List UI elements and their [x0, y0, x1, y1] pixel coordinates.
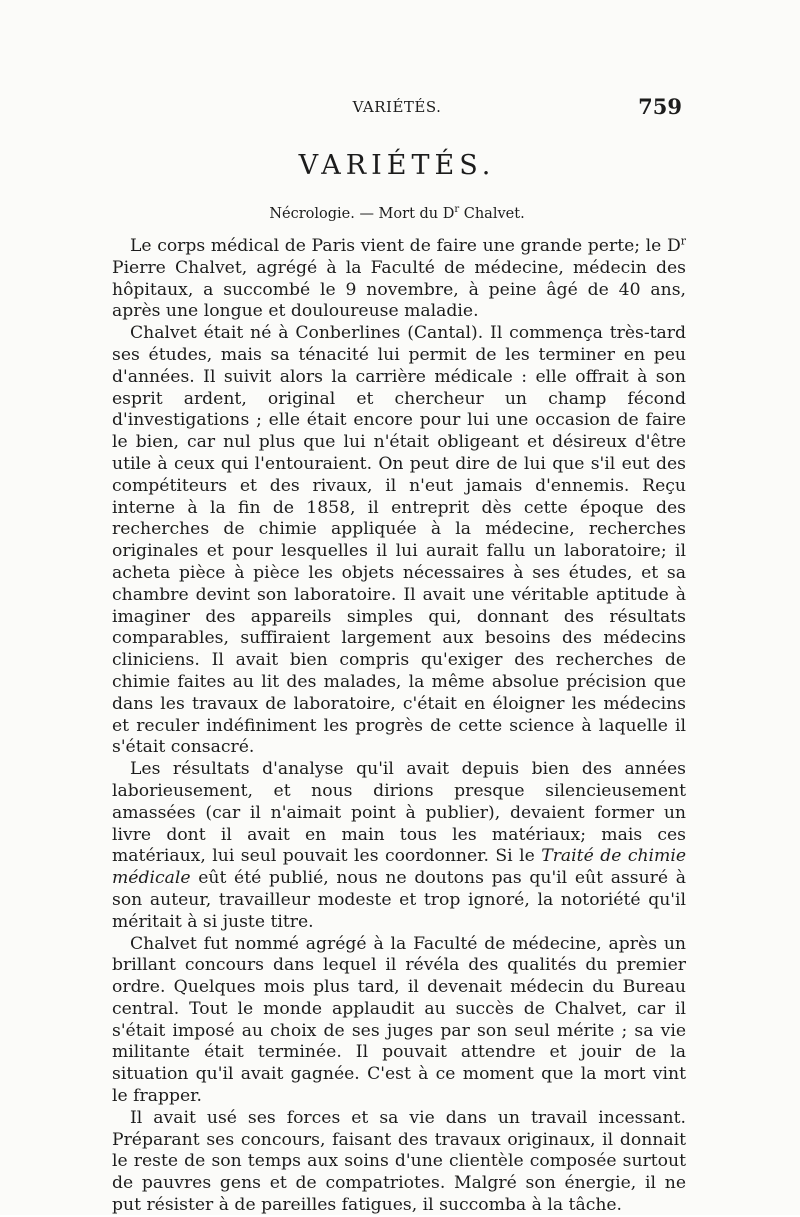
subtitle-superscript: r [454, 204, 460, 215]
paragraph-1 [112, 236, 686, 323]
paragraph-2: Chalvet était né à Conberlines (Cantal). Il commença très-tard ses études, mais sa ténacité lui permit de les terminer en peu d'années. Il suivit alors la carrière médicale : elle offrait à son esprit ardent, original et chercheur un champ fécond d'investigations ; elle était encore pour lui une occasion de faire le bien, car nul plus que lui n'était obligeant et désireux d'être utile à ceux qui l'entouraient. On peut dire de lui que s'il eut des compétiteurs et des rivaux, il n'eut jamais d'ennemis. Reçu interne à la fin de 1858, il entreprit dès cette époque des recherches de chimie appliquée à la médecine, recherches originales et pour lesquelles il lui aurait fallu un laboratoire; il acheta pièce à pièce les objets nécessaires à ses études, et sa chambre devint son laboratoire. Il avait une véritable aptitude à imaginer des appareils simples qui, donnant des résultats comparables, suffiraient largement aux besoins des médecins cliniciens. Il avait bien compris qu'exiger des recherches de chimie faites au lit des malades, la même absolue précision que dans les travaux de laboratoire, c'était en éloigner les médecins et reculer indéfiniment les progrès de cette science à laquelle il s'était consacré. [112, 323, 686, 758]
article-subtitle [112, 204, 682, 222]
page-number: 759 [638, 94, 682, 119]
paragraph-5: Il avait usé ses forces et sa vie dans un travail incessant. Préparant ses concours, faisant des travaux originaux, il donnait le reste de son temps aux soins d'une clientèle composée surtout de pauvres gens et de compatriotes. Malgré son énergie, il ne put résister à de pareilles fatigues, il succomba à la tâche. [112, 1107, 686, 1216]
running-header [112, 94, 682, 124]
article-body [112, 236, 686, 1217]
paragraph-4: Chalvet fut nommé agrégé à la Faculté de médecine, après un brillant concours dans lequel il révéla des qualités du premier ordre. Quelques mois plus tard, il devenait médecin du Bureau central. Tout le monde applaudit au succès de Chalvet, car il s'était imposé au choix de ses juges par son seul mérite ; sa vie militante était terminée. Il pouvait attendre et jouir de la situation qu'il avait gagnée. C'est à ce moment que la mort vint le frapper. [112, 933, 686, 1107]
paragraph-3-part-1: Les résultats d'analyse qu'il avait depuis bien des années laborieusement, et nous dirions presque silencieusement amassées (car il n'aimait point à publier), devaient former un livre dont il avait en main tous les matériaux; mais ces matériaux, lui seul pouvait les coordonner. Si le [112, 759, 686, 867]
paragraph-1-part-2: Pierre Chalvet, agrégé à la Faculté de médecine, médecin des hôpitaux, a succombé le 9 novembre, à peine âgé de 40 ans, après une longue et douloureuse maladie. [112, 257, 686, 322]
subtitle-prefix: Nécrologie. — Mort du D [269, 205, 455, 222]
paragraph-1-part-1: Le corps médical de Paris vient de faire une grande perte; le D [130, 236, 681, 256]
paragraph-3 [112, 759, 686, 933]
section-title: VARIÉTÉS. [298, 150, 496, 181]
running-title: VARIÉTÉS. [352, 98, 442, 116]
subtitle-suffix: Chalvet. [459, 205, 525, 222]
paragraph-1-superscript: r [680, 234, 686, 248]
paragraph-3-part-2: eût été publié, nous ne doutons pas qu'il eût assuré à son auteur, travailleur modeste et trop ignoré, la notoriété qu'il méritait à si juste titre. [112, 868, 686, 932]
book-title: Traité de chimie médicale [112, 846, 686, 889]
